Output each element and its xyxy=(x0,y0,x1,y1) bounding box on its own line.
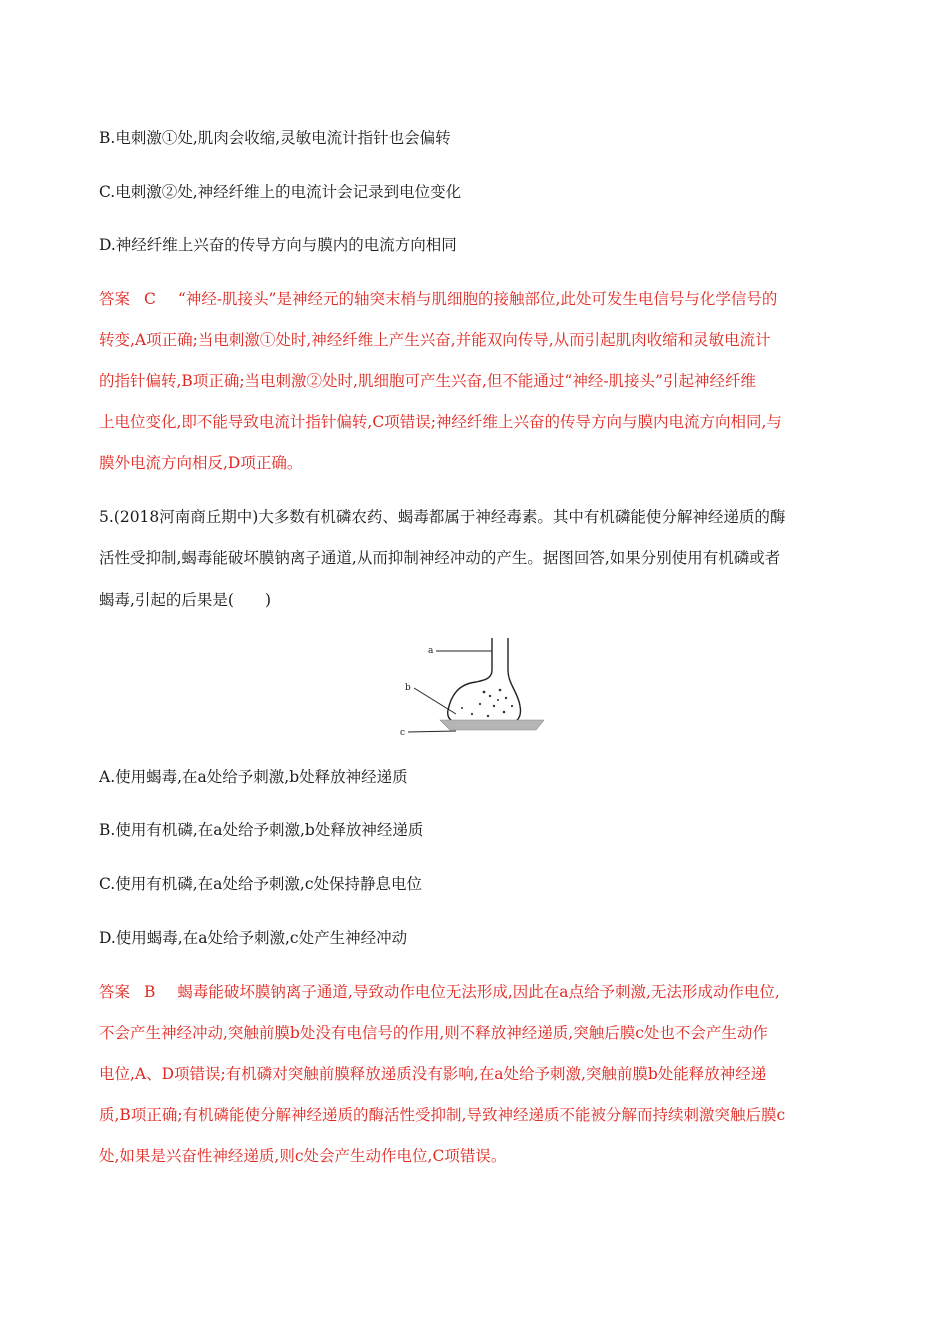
label-b: b xyxy=(405,683,411,693)
answer4-letter: C xyxy=(144,290,156,308)
option-d-prev: D.神经纤维上兴奋的传导方向与膜内的电流方向相同 xyxy=(99,236,457,254)
answer5-text-5: 处,如果是兴奋性神经递质,则c处会产生动作电位,C项错误。 xyxy=(99,1147,507,1165)
question5-text-2: 活性受抑制,蝎毒能破坏膜钠离子通道,从而抑制神经冲动的产生。据图回答,如果分别使用有机磷或者 xyxy=(99,549,781,567)
postsynaptic-membrane xyxy=(440,720,544,730)
option-c: C.使用有机磷,在a处给予刺激,c处保持静息电位 xyxy=(99,875,423,893)
answer4-line-1 xyxy=(99,289,777,309)
answer4-text-3: 的指针偏转,B项正确;当电刺激②处时,肌细胞可产生兴奋,但不能通过“神经-肌接头”引起神经纤维 xyxy=(99,372,756,390)
answer4-text-5: 膜外电流方向相反,D项正确。 xyxy=(99,454,303,472)
answer5-text-1: 蝎毒能破坏膜钠离子通道,导致动作电位无法形成,因此在a点给予刺激,无法形成动作电位, xyxy=(177,983,780,1001)
answer4-label: 答案 xyxy=(99,290,131,308)
option-d: D.使用蝎毒,在a处给予刺激,c处产生神经冲动 xyxy=(99,929,408,947)
option-b-prev: B.电刺激①处,肌肉会收缩,灵敏电流计指针也会偏转 xyxy=(99,129,451,147)
answer5-label: 答案 xyxy=(99,983,131,1001)
answer5-line-1 xyxy=(99,982,780,1002)
label-a: a xyxy=(428,646,434,656)
answer4-text-2: 转变,A项正确;当电刺激①处时,神经纤维上产生兴奋,并能双向传导,从而引起肌肉收缩和灵敏电流计 xyxy=(99,331,771,349)
option-a: A.使用蝎毒,在a处给予刺激,b处释放神经递质 xyxy=(99,768,408,786)
synapse-figure xyxy=(396,634,556,744)
answer4-text-1: “神经-肌接头”是神经元的轴突末梢与肌细胞的接触部位,此处可发生电信号与化学信号的 xyxy=(177,290,778,308)
question5-text-3: 蝎毒,引起的后果是( ) xyxy=(99,591,272,609)
answer4-text-4: 上电位变化,即不能导致电流计指针偏转,C项错误;神经纤维上兴奋的传导方向与膜内电流方向相同,与 xyxy=(99,413,782,431)
label-c: c xyxy=(400,728,406,738)
question5-text-1: 5.(2018河南商丘期中)大多数有机磷农药、蝎毒都属于神经毒素。其中有机磷能使分解神经递质的酶 xyxy=(99,508,786,526)
answer5-text-3: 电位,A、D项错误;有机磷对突触前膜释放递质没有影响,在a处给予刺激,突触前膜b处能释放神经递 xyxy=(99,1065,767,1083)
answer5-letter: B xyxy=(144,983,156,1001)
option-b: B.使用有机磷,在a处给予刺激,b处释放神经递质 xyxy=(99,821,424,839)
pointer-b xyxy=(414,688,456,714)
answer5-text-2: 不会产生神经冲动,突触前膜b处没有电信号的作用,则不释放神经递质,突触后膜c处也不会产生动作 xyxy=(99,1024,768,1042)
pointer-c xyxy=(408,731,456,732)
option-c-prev: C.电刺激②处,神经纤维上的电流计会记录到电位变化 xyxy=(99,183,462,201)
answer5-text-4: 质,B项正确;有机磷能使分解神经递质的酶活性受抑制,导致神经递质不能被分解而持续刺激突触后膜c xyxy=(99,1106,786,1124)
